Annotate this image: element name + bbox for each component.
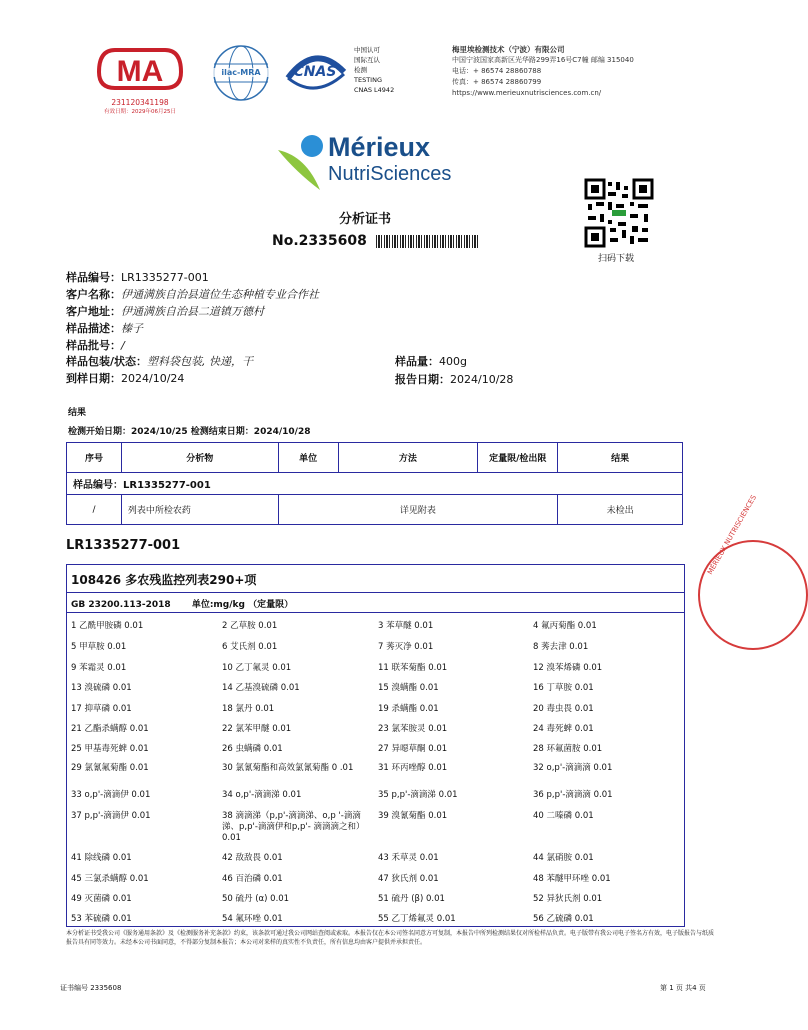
list-item: 26 虫螨磷 0.01 bbox=[222, 744, 283, 754]
company-address: 中国宁波国家高新区光华路299弄16号C7幢 邮编 315040 bbox=[452, 56, 634, 64]
list-item: 53 苯硫磷 0.01 bbox=[71, 914, 132, 924]
list-item: 13 溴硫磷 0.01 bbox=[71, 683, 132, 693]
list-item: 49 灭菌磷 0.01 bbox=[71, 894, 132, 904]
list-standard-row bbox=[67, 593, 684, 613]
list-item: 45 三氯杀螨醇 0.01 bbox=[71, 874, 149, 884]
list-item: 2 乙草胺 0.01 bbox=[222, 621, 278, 631]
accreditation-text: 中国认可 国际互认 检测 TESTING CNAS L4942 bbox=[354, 46, 395, 94]
svg-text:MA: MA bbox=[116, 55, 164, 88]
list-item: 17 抑草磷 0.01 bbox=[71, 704, 132, 714]
list-item: 24 毒死蜱 0.01 bbox=[533, 724, 594, 734]
page-title: 分析证书 bbox=[338, 212, 391, 227]
list-item: 41 除线磷 0.01 bbox=[71, 853, 132, 863]
list-item: 9 苯霜灵 0.01 bbox=[71, 663, 127, 673]
list-item: 14 乙基溴硫磷 0.01 bbox=[222, 683, 300, 693]
table-row: / 列表中所检农药 详见附表 未检出 bbox=[67, 495, 683, 525]
cma-logo-mark bbox=[95, 44, 185, 92]
info-arrival-date: 到样日期：2024/10/24 bbox=[66, 372, 185, 385]
footnote: 本分析证书受我公司《服务通用条款》及《检测服务补充条款》约束，该条款可通过我公司网站查阅或索取。本报告仅在本公司签名同意方可复制，本报告中所列检测结果仅对所检样品负责。电子版带有我公司电子签名方有效，电子版报告与纸质报告具有同等效力。未经本公司书面同意，不得部分复制本报告；本公司对来样的真实性不负责任，所有信息均由客户提供并承担责任。 bbox=[66, 930, 715, 946]
cma-logo bbox=[95, 44, 185, 115]
list-item: 19 杀螨酯 0.01 bbox=[378, 704, 439, 714]
test-dates: 检测开始日期：2024/10/25 检测结束日期：2024/10/28 bbox=[68, 427, 311, 437]
list-standard: GB 23200.113-2018 bbox=[71, 600, 171, 610]
list-item: 55 乙丁烯氟灵 0.01 bbox=[378, 914, 456, 924]
results-label: 结果 bbox=[68, 408, 87, 418]
info-report-date: 报告日期：2024/10/28 bbox=[395, 373, 514, 386]
list-item: 8 莠去津 0.01 bbox=[533, 642, 589, 652]
list-item: 38 滴滴涕（p,p'-滴滴涕、o,p '-滴滴涕、p,p'-滴滴伊和p,p'- 滴滴滴之和） 0.01 bbox=[222, 811, 365, 843]
company-info bbox=[452, 44, 712, 99]
list-title: 108426 多农残监控列表290+项 bbox=[67, 565, 684, 593]
cnas-label: CNAS bbox=[293, 64, 337, 80]
cma-valid-date: 有效日期：2029年06月25日 bbox=[104, 109, 176, 115]
list-item: 29 氯氰氟菊酯 0.01 bbox=[71, 763, 149, 773]
company-website: https://www.merieuxnutrisciences.com.cn/ bbox=[452, 89, 602, 97]
company-stamp bbox=[698, 493, 808, 650]
info-package: 样品包装/状态：塑料袋包装, 快递，干 bbox=[66, 355, 254, 368]
certificate-footer: 证书编号 2335608 bbox=[60, 984, 122, 992]
list-item: 21 乙酯杀螨醇 0.01 bbox=[71, 724, 149, 734]
list-item: 33 o,p'-滴滴伊 0.01 bbox=[71, 790, 151, 800]
list-item: 52 异狄氏剂 0.01 bbox=[533, 894, 603, 904]
pesticide-list bbox=[66, 564, 685, 927]
list-item: 37 p,p'-滴滴伊 0.01 bbox=[71, 811, 151, 821]
list-item: 11 联苯菊酯 0.01 bbox=[378, 663, 448, 673]
list-item: 27 异噁草酮 0.01 bbox=[378, 744, 448, 754]
qr-download-label: 扫码下载 bbox=[598, 254, 635, 264]
info-address: 客户地址：伊通满族自治县二道镇万德村 bbox=[66, 305, 264, 318]
list-item: 15 溴螨酯 0.01 bbox=[378, 683, 439, 693]
list-item: 31 环丙唑醇 0.01 bbox=[378, 763, 448, 773]
list-item: 6 艾氏剂 0.01 bbox=[222, 642, 278, 652]
list-item: 36 p,p'-滴滴滴 0.01 bbox=[533, 790, 613, 800]
brand-name: Mérieux bbox=[328, 132, 431, 162]
ilac-mra-logo bbox=[212, 44, 270, 102]
info-client: 客户名称：伊通满族自治县道位生态种植专业合作社 bbox=[66, 288, 319, 301]
info-quantity: 样品量：400g bbox=[395, 355, 467, 368]
list-item: 16 丁草胺 0.01 bbox=[533, 683, 594, 693]
list-item: 47 狄氏剂 0.01 bbox=[378, 874, 439, 884]
list-item: 5 甲草胺 0.01 bbox=[71, 642, 127, 652]
list-item: 48 苯醚甲环唑 0.01 bbox=[533, 874, 611, 884]
info-description: 样品描述：榛子 bbox=[66, 322, 143, 335]
list-item: 42 敌敌畏 0.01 bbox=[222, 853, 283, 863]
page-number: 第 1 页 共4 页 bbox=[660, 984, 706, 992]
ilac-label: ilac-MRA bbox=[212, 68, 270, 77]
list-item: 50 硫丹 (α) 0.01 bbox=[222, 894, 290, 904]
list-item: 35 p,p'-滴滴涕 0.01 bbox=[378, 790, 458, 800]
list-item: 4 氟丙菊酯 0.01 bbox=[533, 621, 597, 631]
list-item: 25 甲基毒死蜱 0.01 bbox=[71, 744, 149, 754]
info-sample-no: 样品编号：LR1335277-001 bbox=[66, 271, 209, 284]
company-fax: 传真：+ 86574 28860799 bbox=[452, 78, 542, 86]
list-item: 20 毒虫畏 0.01 bbox=[533, 704, 594, 714]
list-item: 54 氟环唑 0.01 bbox=[222, 914, 283, 924]
list-item: 44 氯硝胺 0.01 bbox=[533, 853, 594, 863]
brand-subtitle: NutriSciences bbox=[328, 163, 452, 185]
list-item: 1 乙酰甲胺磷 0.01 bbox=[71, 621, 144, 631]
list-item: 34 o,p'-滴滴涕 0.01 bbox=[222, 790, 302, 800]
list-item: 22 氯苯甲醚 0.01 bbox=[222, 724, 292, 734]
cnas-logo bbox=[282, 48, 348, 98]
list-item: 51 硫丹 (β) 0.01 bbox=[378, 894, 445, 904]
list-unit: 单位:mg/kg （定量限） bbox=[191, 600, 294, 610]
cma-number: 231120341198 bbox=[111, 98, 169, 107]
list-item: 39 溴氰菊酯 0.01 bbox=[378, 811, 448, 821]
list-item: 56 乙硫磷 0.01 bbox=[533, 914, 594, 924]
list-item: 46 百治磷 0.01 bbox=[222, 874, 283, 884]
list-item: 30 氯氰菊酯和高效氯氰菊酯 0 .01 bbox=[222, 763, 354, 773]
info-batch: 样品批号：/ bbox=[66, 339, 125, 352]
table-header-row: 序号 分析物 单位 方法 定量限/检出限 结果 bbox=[67, 443, 683, 473]
list-item: 10 乙丁氟灵 0.01 bbox=[222, 663, 292, 673]
list-item: 7 莠灭净 0.01 bbox=[378, 642, 434, 652]
list-item: 18 氯丹 0.01 bbox=[222, 704, 275, 714]
list-item: 3 苯草醚 0.01 bbox=[378, 621, 434, 631]
results-table bbox=[66, 442, 683, 525]
company-name: 梅里埃检测技术（宁波）有限公司 bbox=[452, 45, 565, 54]
leaf-icon bbox=[276, 132, 336, 192]
company-phone: 电话：+ 86574 28860788 bbox=[452, 67, 542, 75]
list-item: 40 二嗪磷 0.01 bbox=[533, 811, 594, 821]
list-item: 28 环氟菌胺 0.01 bbox=[533, 744, 603, 754]
merieux-logo bbox=[276, 132, 476, 192]
sample-heading: LR1335277-001 bbox=[66, 538, 181, 553]
barcode bbox=[376, 235, 480, 248]
table-sample-row: 样品编号：LR1335277-001 bbox=[67, 473, 683, 495]
certificate-number: No.2335608 bbox=[272, 233, 367, 249]
list-item: 12 溴苯烯磷 0.01 bbox=[533, 663, 603, 673]
stamp-text: MÉRIEUX NUTRISCIENCES bbox=[706, 493, 759, 576]
list-item: 43 禾草灵 0.01 bbox=[378, 853, 439, 863]
list-item: 32 o,p'-滴滴滴 0.01 bbox=[533, 763, 613, 773]
list-item: 23 氯苯胺灵 0.01 bbox=[378, 724, 448, 734]
